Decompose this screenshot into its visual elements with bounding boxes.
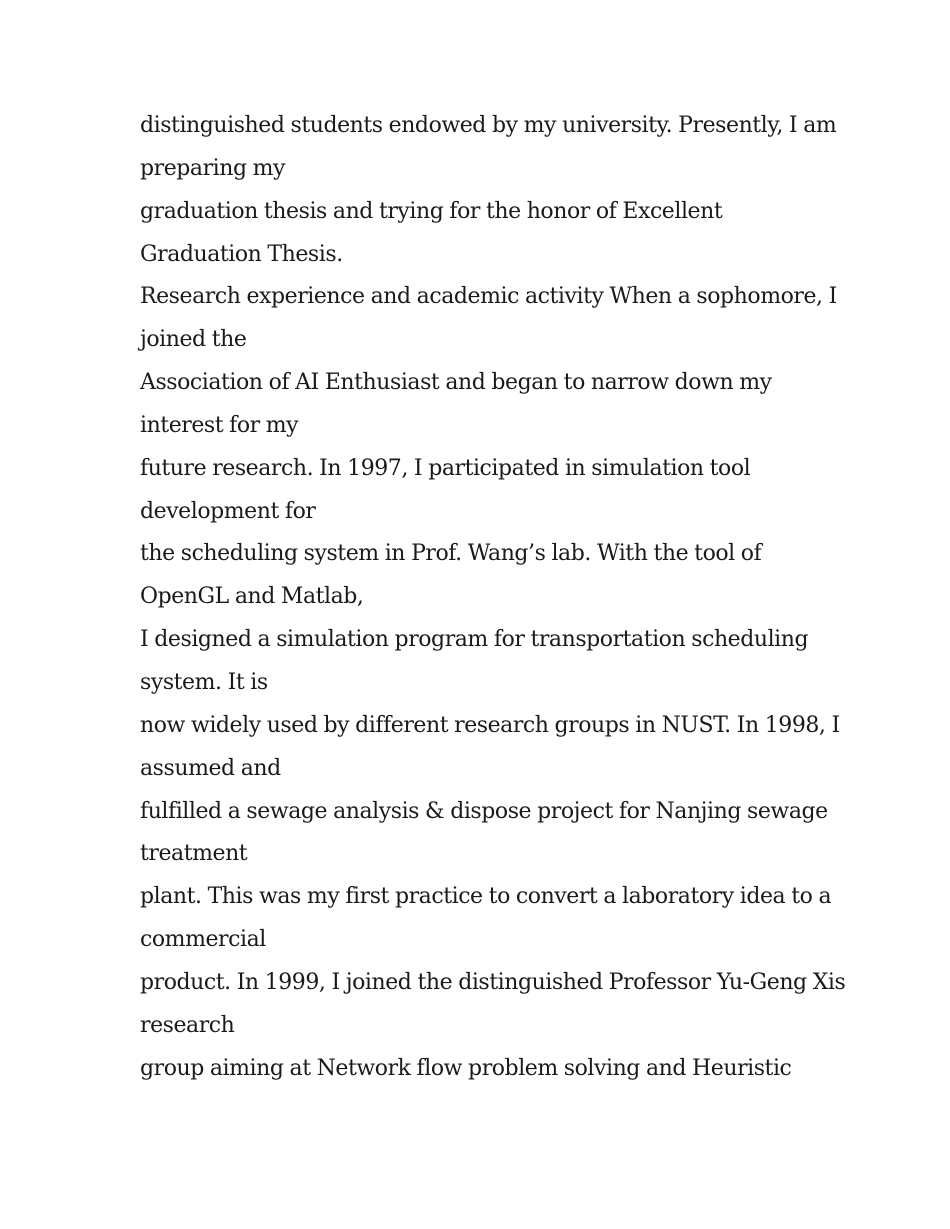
text-line: group aiming at Network flow problem solving and Heuristic — [140, 1055, 792, 1081]
text-line: assumed and — [140, 755, 281, 781]
text-line: commercial — [140, 927, 266, 953]
text-line: Research experience and academic activity When a sophomore, I — [140, 284, 837, 310]
text-line: plant. This was my first practice to convert a laboratory idea to a — [140, 884, 832, 910]
text-line: research — [140, 1012, 235, 1038]
document-body — [140, 105, 846, 1090]
text-line: treatment — [140, 841, 248, 867]
text-line: now widely used by different research groups in NUST. In 1998, I — [140, 712, 840, 738]
text-line: preparing my — [140, 155, 286, 181]
text-line: distinguished students endowed by my university. Presently, I am — [140, 113, 837, 138]
text-line: Association of AI Enthusiast and began to narrow down my — [140, 370, 772, 396]
text-line: system. It is — [140, 669, 268, 695]
text-line: Graduation Thesis. — [140, 241, 343, 267]
text-line: development for — [140, 498, 316, 524]
text-line: fulfilled a sewage analysis & dispose project for Nanjing sewage — [140, 798, 828, 824]
text-line: graduation thesis and trying for the honor of Excellent — [140, 198, 723, 224]
text-line: future research. In 1997, I participated in simulation tool — [140, 455, 751, 481]
text-line: OpenGL and Matlab, — [140, 584, 364, 610]
text-line: interest for my — [140, 412, 299, 438]
text-line: the scheduling system in Prof. Wang’s lab. With the tool of — [140, 541, 762, 567]
text-line: joined the — [140, 327, 247, 353]
text-line: product. In 1999, I joined the distinguished Professor Yu-Geng Xis — [140, 969, 846, 995]
text-line: I designed a simulation program for transportation scheduling — [140, 627, 809, 653]
